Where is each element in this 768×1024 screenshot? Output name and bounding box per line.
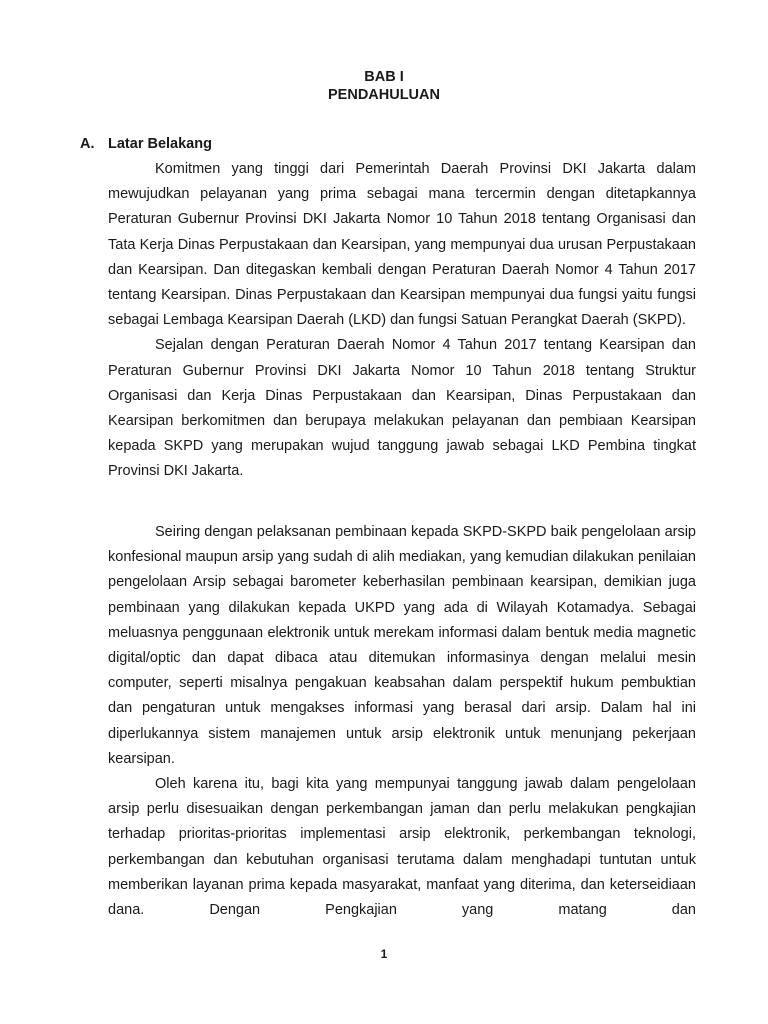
section-title: Latar Belakang xyxy=(108,136,212,152)
page-number: 1 xyxy=(380,947,388,961)
paragraph-1: Komitmen yang tinggi dari Pemerintah Daerah Provinsi DKI Jakarta dalam mewujudkan pelayanan yang prima sebagai mana tercermin dengan ditetapkannya Peraturan Gubernur Provinsi DKI Jakarta Nomor 10 Tahun 2018 tentang Organisasi dan Tata Kerja Dinas Perpustakaan dan Kearsipan, yang mempunyai dua urusan Perpustakaan dan Kearsipan. Dan ditegaskan kembali dengan Peraturan Daerah Nomor 4 Tahun 2017 tentang Kearsipan. Dinas Perpustakaan dan Kearsipan mempunyai dua fungsi yaitu fungsi sebagai Lembaga Kearsipan Daerah (LKD) dan fungsi Satuan Perangkat Daerah (SKPD). xyxy=(108,161,696,329)
section-heading xyxy=(80,135,212,153)
body-text-block-1 xyxy=(108,157,696,485)
chapter-title: PENDAHULUAN xyxy=(328,87,440,103)
body-text-block-2 xyxy=(108,520,696,923)
paragraph-3: Seiring dengan pelaksanan pembinaan kepada SKPD-SKPD baik pengelolaan arsip konfesional maupun arsip yang sudah di alih mediakan, yang kemudian dilakukan penilaian pengelolaan Arsip sebagai barometer keberhasilan pembinaan kearsipan, demikian juga pembinaan yang dilakukan kepada UKPD yang ada di Wilayah Kotamadya. Sebagai meluasnya penggunaan elektronik untuk merekam informasi dalam bentuk media magnetic digital/optic dan dapat dibaca atau ditemukan informasinya dengan melalui mesin computer, seperti misalnya pengakuan keabsahan dalam perspektif hukum pembuktian dan pengaturan untuk mengakses informasi yang berasal dari arsip. Dalam hal ini diperlukannya sistem manajemen untuk arsip elektronik untuk menunjang pekerjaan kearsipan. xyxy=(108,524,696,767)
section-letter: A. xyxy=(80,136,95,152)
paragraph-4: Oleh karena itu, bagi kita yang mempunyai tanggung jawab dalam pengelolaan arsip perlu disesuaikan dengan perkembangan jaman dan perlu melakukan pengkajian terhadap prioritas-prioritas implementasi arsip elektronik, perkembangan teknologi, perkembangan dan kebutuhan organisasi terutama dalam menghadapi tuntutan untuk memberikan layanan prima kepada masyarakat, manfaat yang diterima, dan keterseidiaan dana. Dengan Pengkajian yang matang dan xyxy=(108,776,696,919)
chapter-heading xyxy=(0,68,768,104)
chapter-number: BAB I xyxy=(364,69,404,85)
paragraph-2: Sejalan dengan Peraturan Daerah Nomor 4 Tahun 2017 tentang Kearsipan dan Peraturan Gubernur Provinsi DKI Jakarta Nomor 10 Tahun 2018 tentang Struktur Organisasi dan Kerja Dinas Perpustakaan dan Kearsipan, Dinas Perpustakaan dan Kearsipan berkomitmen dan berupaya melakukan pelayanan dan pembiaan Kearsipan kepada SKPD yang merupakan wujud tanggung jawab sebagai LKD Pembina tingkat Provinsi DKI Jakarta. xyxy=(108,337,696,480)
